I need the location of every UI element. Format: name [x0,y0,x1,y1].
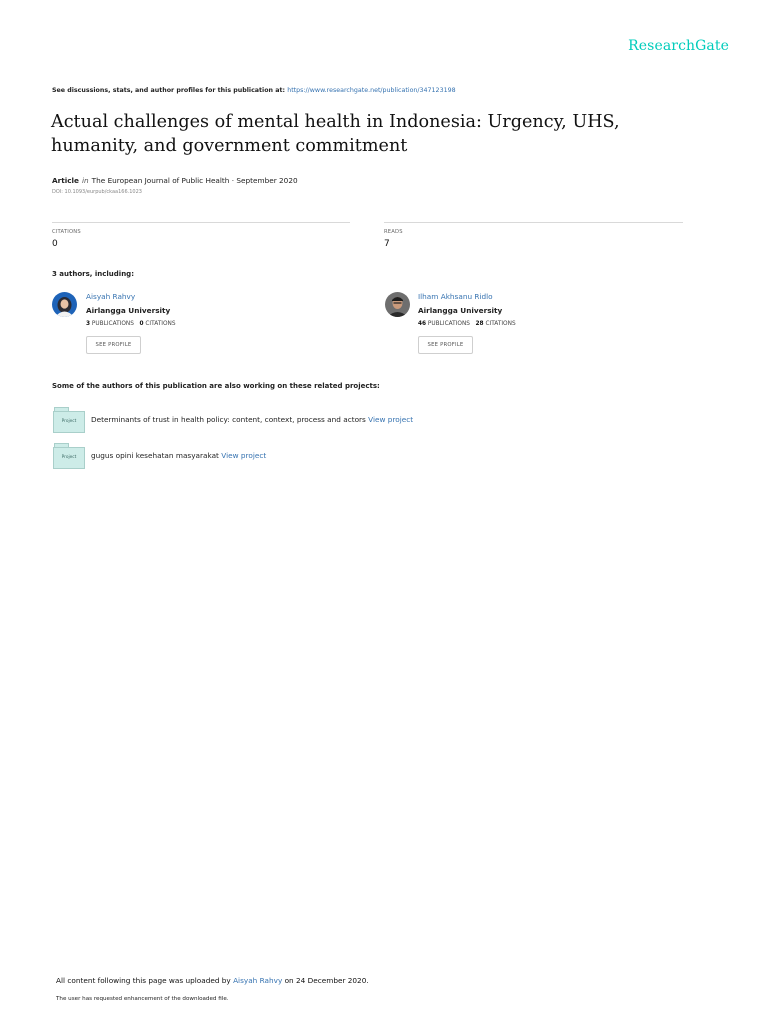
citations-value: 0 [52,239,58,249]
author-name-link[interactable]: Aisyah Rahvy [86,292,136,301]
publication-url-link[interactable]: https://www.researchgate.net/publication/347123198 [287,87,456,94]
view-project-link[interactable]: View project [368,415,414,424]
uploader-link[interactable]: Aisyah Rahvy [233,976,283,985]
project-title: gugus opini kesehatan masyarakat [91,451,219,460]
author-name-link[interactable]: Ilham Akhsanu Ridlo [418,292,493,301]
author-publications-count: 3 [86,321,91,327]
divider [52,222,350,223]
article-title: Actual challenges of mental health in Indonesia: Urgency, UHS, humanity, and government commitment [51,112,620,156]
download-note: The user has requested enhancement of the downloaded file. [56,996,229,1002]
reads-label: READS [384,229,403,235]
journal-name: The European Journal of Public Health · September 2020 [91,176,298,185]
article-type: Article [52,176,80,185]
project-folder-icon: Project [53,447,85,469]
divider [384,222,683,223]
article-doi: DOI: 10.1093/eurpub/ckaa166.1023 [52,189,142,195]
author-stats [418,321,516,327]
authors-heading: 3 authors, including: [52,270,134,278]
reads-value: 7 [384,239,390,249]
avatar-photo [52,292,77,317]
project-title: Determinants of trust in health policy: content, context, process and actors [91,415,366,424]
discussion-line [52,87,456,94]
author-institution: Airlangga University [418,306,503,315]
author-avatar[interactable] [385,292,410,317]
author-citations-count: 0 [139,321,144,327]
upload-prefix: All content following this page was uploaded by [56,976,231,985]
citations-label: CITATIONS [52,229,81,235]
author-citations-count: 28 [475,321,484,327]
in-label: in [82,176,89,185]
see-profile-button[interactable]: SEE PROFILE [86,336,141,354]
project-item [91,451,266,460]
author-stats [86,321,176,327]
upload-notice [56,976,369,985]
author-citations-label: CITATIONS [145,321,176,327]
author-publications-count: 46 [418,321,427,327]
author-publications-label: PUBLICATIONS [427,321,470,327]
author-institution: Airlangga University [86,306,171,315]
projects-heading: Some of the authors of this publication are also working on these related projects: [52,382,380,390]
avatar-photo [385,292,410,317]
author-citations-label: CITATIONS [485,321,516,327]
article-meta [52,176,298,185]
researchgate-logo[interactable]: ResearchGate [628,38,729,54]
project-folder-icon: Project [53,411,85,433]
see-profile-button[interactable]: SEE PROFILE [418,336,473,354]
project-item [91,415,413,424]
author-avatar[interactable] [52,292,77,317]
upload-suffix: on 24 December 2020. [284,976,369,985]
discussion-text: See discussions, stats, and author profiles for this publication at: [52,87,285,94]
view-project-link[interactable]: View project [221,451,267,460]
author-publications-label: PUBLICATIONS [91,321,134,327]
